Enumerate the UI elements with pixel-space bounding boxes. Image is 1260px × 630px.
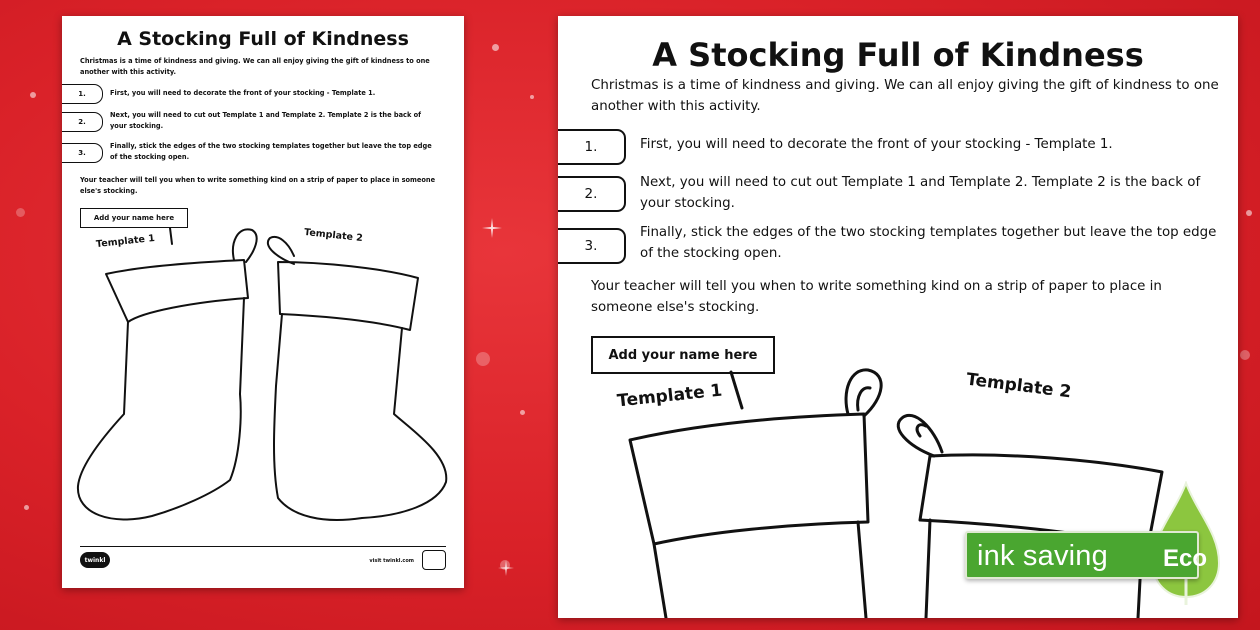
intro-text: Christmas is a time of kindness and giving. We can all enjoy giving the gift of kindness to one another with this activity.	[80, 57, 430, 76]
page-title: A Stocking Full of Kindness	[652, 36, 1144, 74]
step-number: 2.	[62, 112, 103, 132]
name-box: Add your name here	[80, 208, 188, 228]
step-number: 2.	[558, 176, 626, 212]
footer-divider	[80, 546, 446, 547]
step-text: First, you will need to decorate the front of your stocking - Template 1.	[110, 89, 376, 97]
page-title: A Stocking Full of Kindness	[117, 28, 409, 50]
teacher-note: Your teacher will tell you when to write something kind on a strip of paper to place in someone else's stocking.	[80, 176, 436, 195]
template-1-label: Template 1	[616, 380, 724, 412]
step-number: 1.	[62, 84, 103, 104]
visit-link-text: visit twinkl.com	[369, 558, 414, 564]
template-2-label: Template 2	[303, 226, 364, 245]
stocking-outlines	[62, 16, 464, 588]
step-text: Finally, stick the edges of the two stocking templates together but leave the top edge of the stocking open.	[110, 142, 432, 161]
name-box: Add your name here	[591, 336, 775, 374]
intro-text: Christmas is a time of kindness and giving. We can all enjoy giving the gift of kindness to one another with this activity.	[591, 78, 1219, 114]
eco-word: Eco	[1162, 545, 1207, 572]
step-text: Finally, stick the edges of the two stocking templates together but leave the top edge of the stocking open.	[640, 225, 1217, 261]
star-sparkle-icon	[482, 218, 502, 238]
step-text: First, you will need to decorate the front of your stocking - Template 1.	[640, 137, 1113, 152]
eco-label: ink saving	[977, 540, 1108, 572]
step-text: Next, you will need to cut out Template 1 and Template 2. Template 2 is the back of your stocking.	[640, 175, 1201, 211]
template-1-label: Template 1	[95, 232, 156, 251]
quality-badge-icon	[422, 550, 446, 570]
star-sparkle-icon	[498, 560, 514, 576]
step-text: Next, you will need to cut out Template 1 and Template 2. Template 2 is the back of your stocking.	[110, 111, 422, 130]
worksheet-thumbnail	[62, 16, 464, 588]
twinkl-logo: twinkl	[80, 552, 110, 568]
step-number: 1.	[558, 129, 626, 165]
step-number: 3.	[558, 228, 626, 264]
step-number: 3.	[62, 143, 103, 163]
template-2-label: Template 2	[965, 369, 1073, 403]
teacher-note: Your teacher will tell you when to write something kind on a strip of paper to place in someone else's stocking.	[591, 279, 1162, 315]
eco-ink-saving-badge	[965, 481, 1247, 596]
